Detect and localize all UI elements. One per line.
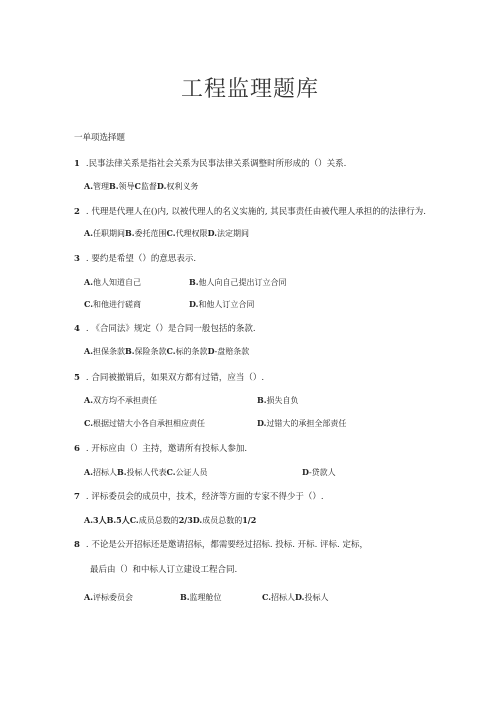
option-text: 成员总数的 <box>138 516 179 525</box>
option-letter: C. <box>84 418 94 428</box>
question-number: 5 <box>74 373 80 383</box>
option-d <box>257 418 346 429</box>
option-text: 委托范围 <box>134 229 167 238</box>
question-text: .民事法律关系是指社会关系为民事法律关系调整时所形成的（）关系. <box>85 159 347 169</box>
option-b <box>180 592 222 603</box>
option-text: 评标委员会 <box>93 593 133 602</box>
question-6 <box>74 442 247 454</box>
question-number: 2 <box>74 207 80 217</box>
option-text: 代理权限 <box>175 229 208 238</box>
option-text: -盘赔条款 <box>214 347 250 356</box>
option-letter: D <box>207 346 215 356</box>
option-c <box>84 299 141 310</box>
question-4 <box>74 322 256 334</box>
option-letter: B. <box>180 592 190 602</box>
option-letter: A. <box>84 277 93 287</box>
option-letter: B. <box>257 395 267 405</box>
question-text: . 要约是希望（）的意思表示. <box>85 254 197 264</box>
option-text: 管理 <box>93 182 109 191</box>
option-letter: C <box>134 181 141 191</box>
option-letter: D. <box>257 418 267 428</box>
option-text: 投标人代表 <box>126 468 167 477</box>
option-letter: A. <box>84 515 93 525</box>
option-letter: C. <box>166 228 176 238</box>
option-letter: C. <box>84 299 94 309</box>
option-a <box>84 395 157 406</box>
question-number: 3 <box>74 254 80 264</box>
option-text: 投标人 <box>304 593 329 602</box>
option-d <box>302 467 336 478</box>
option-letter: B. <box>189 277 199 287</box>
option-letter: C. <box>166 467 176 477</box>
option-text: 法定期间 <box>217 229 249 238</box>
option-text: 担保条款 <box>93 347 125 356</box>
option-letter: C. <box>262 592 272 602</box>
option-letter: C. <box>129 515 139 525</box>
option-c-d <box>262 592 328 603</box>
question-1 <box>74 157 346 169</box>
question-text: . 不论是公开招标还是邀请招标，都需要经过招标. 投标. 开标. 评标. 定标， <box>85 540 368 550</box>
option-text: 5人 <box>116 515 130 525</box>
option-text: 领导 <box>118 182 135 191</box>
question-1-options <box>84 181 198 192</box>
option-text: 3人 <box>93 515 107 525</box>
question-7 <box>74 490 324 502</box>
option-letter: B. <box>125 228 135 238</box>
option-letter: A. <box>84 395 93 405</box>
option-letter: D. <box>189 299 199 309</box>
question-text: . 开标应由（）主持，邀请所有投标人参加. <box>85 444 248 454</box>
page-title: 工程监理题库 <box>180 77 319 102</box>
option-letter: B. <box>125 346 135 356</box>
question-number: 6 <box>74 444 80 454</box>
question-text: . 评标委员会的成员中，技术，经济等方面的专家不得少于（）. <box>85 492 324 502</box>
option-text: 他人知道自己 <box>93 278 141 287</box>
question-number: 8 <box>74 540 80 550</box>
option-text: 根据过错大小各自承担相应责任 <box>93 419 206 428</box>
question-2-options <box>84 228 249 239</box>
option-text: 和他进行磋商 <box>93 300 142 309</box>
option-letter: D <box>302 467 309 477</box>
option-text: 成员总数的 <box>202 516 243 525</box>
section-heading: 一单项选择题 <box>74 133 126 143</box>
option-letter: A. <box>84 181 93 191</box>
question-text: . 合同被撤销后，如果双方都有过错，应当（）. <box>85 373 265 383</box>
question-7-options <box>84 515 256 526</box>
option-b <box>257 395 299 406</box>
option-letter: D. <box>156 181 167 191</box>
option-text: 监督 <box>140 182 157 191</box>
question-6-options <box>84 467 208 478</box>
option-text: -贷款人 <box>308 468 336 477</box>
option-a <box>84 277 141 288</box>
option-b <box>189 277 287 288</box>
question-number: 7 <box>74 492 80 502</box>
option-c <box>84 418 205 429</box>
question-text: . 《合同法》规定（）是合同一般包括的条款. <box>85 324 256 334</box>
option-letter: A. <box>84 228 93 238</box>
question-8 <box>74 538 368 550</box>
option-text: 双方均不承担责任 <box>93 396 157 405</box>
option-text: 损失自负 <box>266 396 299 405</box>
option-text: 标的条款 <box>175 347 208 356</box>
option-text: 过错大的承担全部责任 <box>266 419 347 428</box>
option-letter: B. <box>109 181 119 191</box>
option-letter: D. <box>295 592 305 602</box>
option-text: 他人向自己提出订立合同 <box>198 278 287 287</box>
option-letter: A. <box>84 346 93 356</box>
question-3 <box>74 252 196 264</box>
question-4-options <box>84 346 249 357</box>
option-text: 任职期间 <box>93 229 125 238</box>
option-fraction: 2/3 <box>178 515 193 525</box>
option-d <box>189 299 254 310</box>
option-text: 监理舱位 <box>189 593 222 602</box>
option-fraction: 1/2 <box>242 515 257 525</box>
question-number: 1 <box>74 159 80 169</box>
option-text: 招标人 <box>271 593 296 602</box>
option-text: 招标人 <box>93 468 117 477</box>
option-letter: B. <box>106 515 117 525</box>
option-letter: C. <box>166 346 176 356</box>
option-letter: A. <box>84 467 93 477</box>
option-text: 和他人订立合同 <box>198 300 255 309</box>
question-8-continuation: 最后由（）和中标人订立建设工程合同. <box>90 565 238 575</box>
question-5 <box>74 371 264 383</box>
question-text: . 代理是代理人在()内, 以被代理人的名义实施的, 其民事责任由被代理人承担的的法律行为. <box>85 207 426 217</box>
question-number: 4 <box>74 324 80 334</box>
option-text: 保险条款 <box>134 347 167 356</box>
option-letter: B. <box>117 467 127 477</box>
option-letter: D. <box>192 515 203 525</box>
option-text: 公证人员 <box>175 468 208 477</box>
option-letter: D. <box>207 228 217 238</box>
option-text: 权利义务 <box>166 182 199 191</box>
option-a <box>84 592 133 603</box>
question-2 <box>74 205 426 217</box>
option-letter: A. <box>84 592 93 602</box>
